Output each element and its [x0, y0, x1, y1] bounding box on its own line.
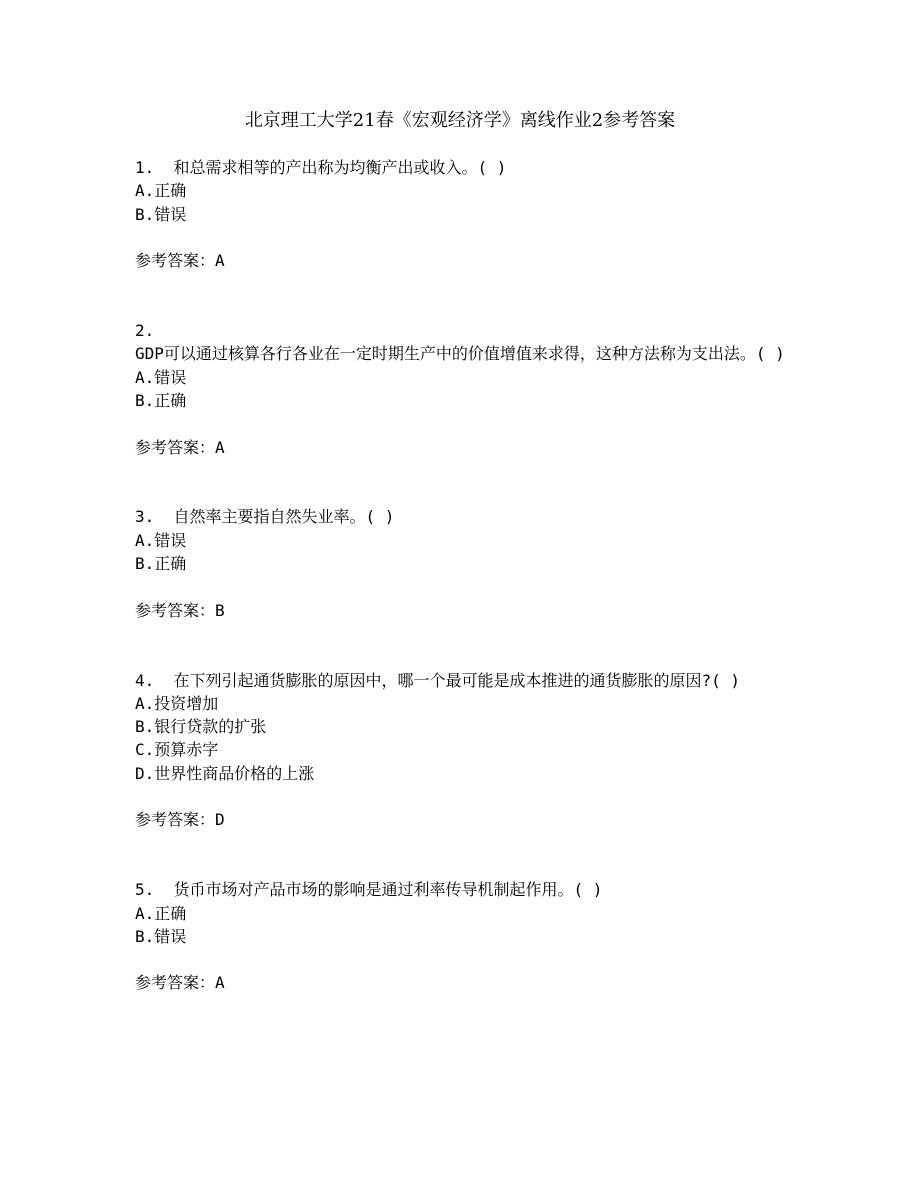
option-b: B.正确 — [135, 390, 187, 410]
question-stem — [135, 319, 785, 366]
question-text: 在下列引起通货膨胀的原因中，哪一个最可能是成本推进的通货膨胀的原因?( ) — [173, 670, 741, 690]
option-list — [135, 692, 785, 785]
option-list — [135, 902, 785, 949]
question-stem — [135, 669, 785, 692]
question-gap — [135, 622, 785, 669]
answer-label: 参考答案： — [135, 437, 216, 457]
question-3 — [135, 505, 785, 621]
answer-value: B — [215, 600, 225, 620]
document-title: 北京理工大学21春《宏观经济学》离线作业2参考答案 — [244, 110, 676, 131]
option-list — [135, 366, 785, 413]
answer-label: 参考答案： — [135, 973, 216, 993]
answer-value: D — [215, 810, 225, 830]
option-a: A.正确 — [135, 181, 187, 201]
question-1 — [135, 156, 785, 272]
answer-label: 参考答案： — [135, 600, 216, 620]
question-stem — [135, 505, 785, 528]
question-number: 3. — [135, 507, 155, 527]
option-a: A.投资增加 — [135, 693, 219, 713]
question-text: 自然率主要指自然失业率。( ) — [173, 507, 395, 527]
option-b: B.错误 — [135, 204, 187, 224]
option-a: A.错误 — [135, 367, 187, 387]
question-stem — [135, 156, 785, 179]
question-text: 货币市场对产品市场的影响是通过利率传导机制起作用。( ) — [173, 880, 603, 900]
option-d: D.世界性商品价格的上涨 — [135, 763, 315, 783]
option-b: B.正确 — [135, 554, 187, 574]
answer-label: 参考答案： — [135, 810, 216, 830]
question-stem — [135, 878, 785, 901]
option-a: A.错误 — [135, 530, 187, 550]
question-text: GDP可以通过核算各行各业在一定时期生产中的价值增值来求得，这种方法称为支出法。( ) — [135, 344, 785, 364]
answer-line — [135, 249, 785, 272]
question-list — [135, 156, 785, 995]
answer-line — [135, 436, 785, 459]
question-2 — [135, 319, 785, 459]
answer-line — [135, 808, 785, 831]
option-b: B.错误 — [135, 926, 187, 946]
question-number: 4. — [135, 670, 155, 690]
question-gap — [135, 459, 785, 506]
answer-value: A — [215, 251, 225, 271]
answer-value: A — [215, 973, 225, 993]
option-list — [135, 179, 785, 226]
answer-line — [135, 599, 785, 622]
option-list — [135, 529, 785, 576]
question-gap — [135, 832, 785, 879]
question-4 — [135, 669, 785, 832]
question-number: 1. — [135, 158, 155, 177]
answer-value: A — [215, 437, 225, 457]
question-number: 5. — [135, 880, 155, 900]
question-number: 2. — [135, 321, 155, 341]
option-b: B.银行贷款的扩张 — [135, 717, 267, 737]
option-c: C.预算赤字 — [135, 740, 219, 760]
question-5 — [135, 878, 785, 994]
answer-line — [135, 971, 785, 994]
question-text: 和总需求相等的产出称为均衡产出或收入。( ) — [173, 158, 507, 177]
option-a: A.正确 — [135, 903, 187, 923]
answer-label: 参考答案： — [135, 251, 216, 271]
question-gap — [135, 272, 785, 319]
